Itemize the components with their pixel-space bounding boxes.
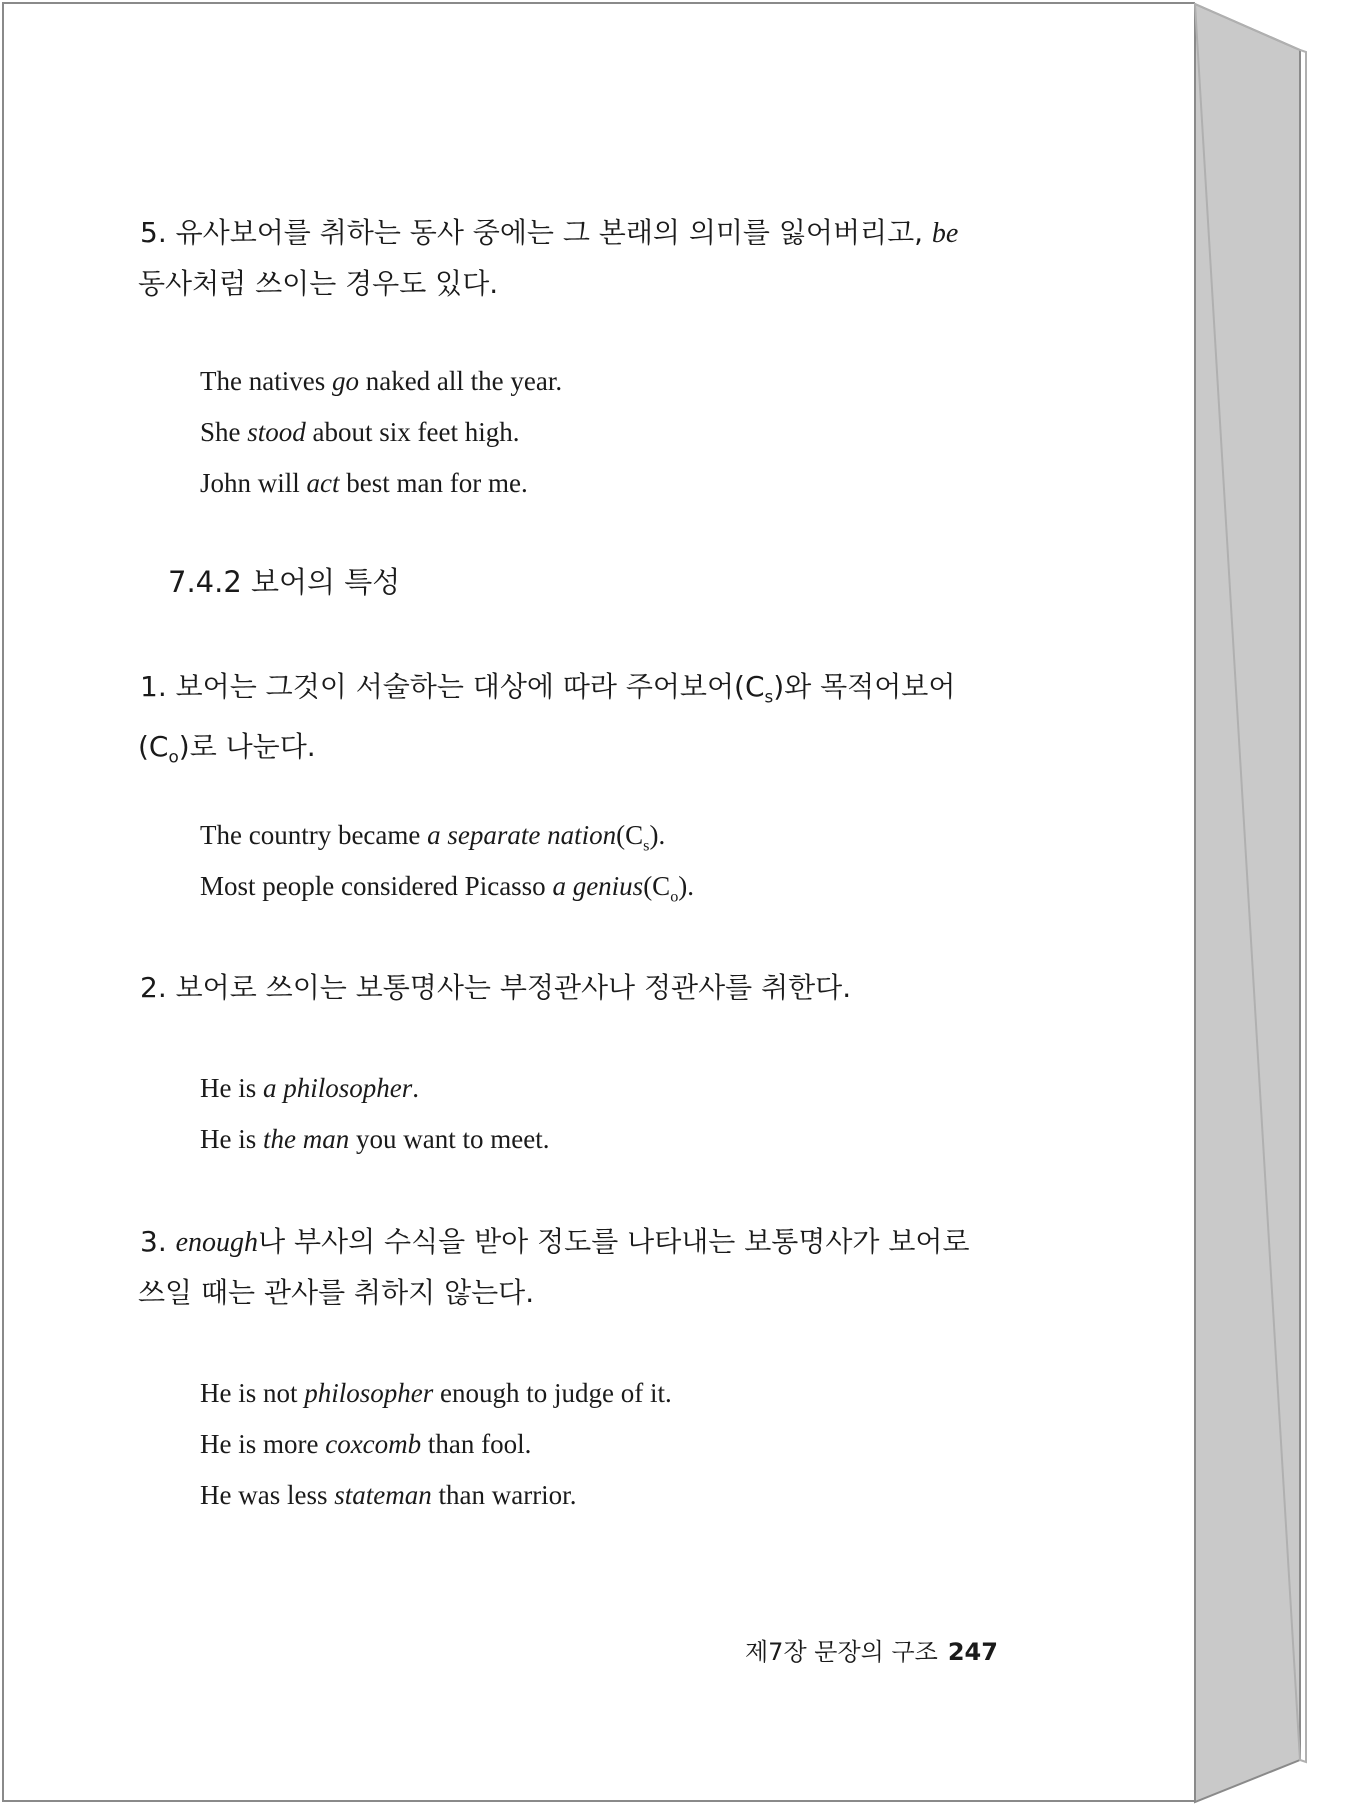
example-text: than fool. (421, 1429, 532, 1459)
item-1-line1 (140, 670, 956, 707)
example-text: He is more (200, 1429, 326, 1459)
example-row (200, 810, 694, 861)
examples-1 (200, 810, 694, 912)
example-text: naked all the year. (358, 366, 563, 396)
example-italic: act (306, 468, 340, 498)
item-3-italic: enough (175, 1227, 259, 1258)
example-row (200, 407, 562, 458)
examples-3 (200, 1368, 672, 1521)
item-3-paragraph (140, 1217, 1040, 1318)
example-text: ). (678, 871, 695, 901)
example-text: (C (643, 871, 671, 901)
item-1-subscript: o (168, 746, 179, 767)
example-text: He is (200, 1073, 263, 1103)
example-text: He is not (200, 1378, 305, 1408)
example-italic: the man (263, 1124, 350, 1154)
example-row (200, 861, 694, 912)
example-italic: stateman (334, 1480, 432, 1510)
example-row (200, 1419, 672, 1470)
item-2-text: 2. 보어로 쓰이는 보통명사는 부정관사나 정관사를 취한다. (140, 971, 852, 1004)
example-italic: a philosopher (263, 1073, 413, 1103)
item-3-line2: 쓰일 때는 관사를 취하지 않는다. (138, 1276, 535, 1309)
example-subscript: s (643, 836, 650, 855)
section-heading: 7.4.2 보어의 특성 (168, 565, 401, 599)
example-subscript: o (670, 887, 679, 906)
example-italic: coxcomb (325, 1429, 422, 1459)
examples-5 (200, 356, 562, 509)
page-footer (745, 1632, 998, 1667)
example-text: She (200, 417, 248, 447)
example-text: (C (616, 820, 644, 850)
item-1-subscript: s (764, 686, 774, 707)
example-text: Most people considered Picasso (200, 871, 553, 901)
item-3-text: 나 부사의 수식을 받아 정도를 나타내는 보통명사가 보어로 (258, 1225, 970, 1258)
item-5-line1 (140, 216, 958, 249)
chapter-title: 제7장 문장의 구조 (745, 1638, 938, 1666)
example-italic: a genius (552, 871, 644, 901)
item-5-paragraph (140, 208, 1040, 309)
example-row (200, 1470, 672, 1521)
example-text: than warrior. (431, 1480, 577, 1510)
examples-2 (200, 1063, 549, 1165)
example-italic: philosopher (304, 1378, 434, 1408)
example-text: He was less (200, 1480, 335, 1510)
item-5-text: 5. 유사보어를 취하는 동사 중에는 그 본래의 의미를 잃어버리고, (140, 216, 932, 249)
example-row (200, 356, 562, 407)
example-text: . (412, 1073, 420, 1103)
example-text: The country became (200, 820, 428, 850)
example-italic: stood (247, 417, 306, 447)
item-2-paragraph (140, 963, 1040, 1013)
example-row (200, 458, 562, 509)
example-row (200, 1114, 549, 1165)
example-text: best man for me. (339, 468, 528, 498)
item-1-text: )와 목적어보어 (773, 670, 956, 703)
example-row (200, 1063, 549, 1114)
item-1-line2 (138, 722, 1040, 782)
item-1-text: (C (138, 729, 169, 763)
item-1-text: 1. 보어는 그것이 서술하는 대상에 따라 주어보어(C (140, 670, 765, 703)
item-3-text: 3. (140, 1225, 176, 1258)
example-italic: go (331, 366, 359, 396)
item-5-line2: 동사처럼 쓰이는 경우도 있다. (138, 267, 499, 300)
example-text: you want to meet. (349, 1124, 550, 1154)
item-1-text: )로 나눈다. (178, 729, 316, 763)
example-text: He is (200, 1124, 263, 1154)
example-row (200, 1368, 672, 1419)
example-text: enough to judge of it. (433, 1378, 672, 1408)
example-text: The natives (200, 366, 332, 396)
item-1-paragraph (140, 662, 1040, 781)
item-5-italic: be (931, 218, 959, 249)
example-text: about six feet high. (305, 417, 520, 447)
example-text: John will (200, 468, 307, 498)
example-italic: a separate nation (427, 820, 617, 850)
page-number: 247 (947, 1638, 998, 1666)
example-text: ). (649, 820, 666, 850)
item-3-line1 (140, 1225, 970, 1258)
